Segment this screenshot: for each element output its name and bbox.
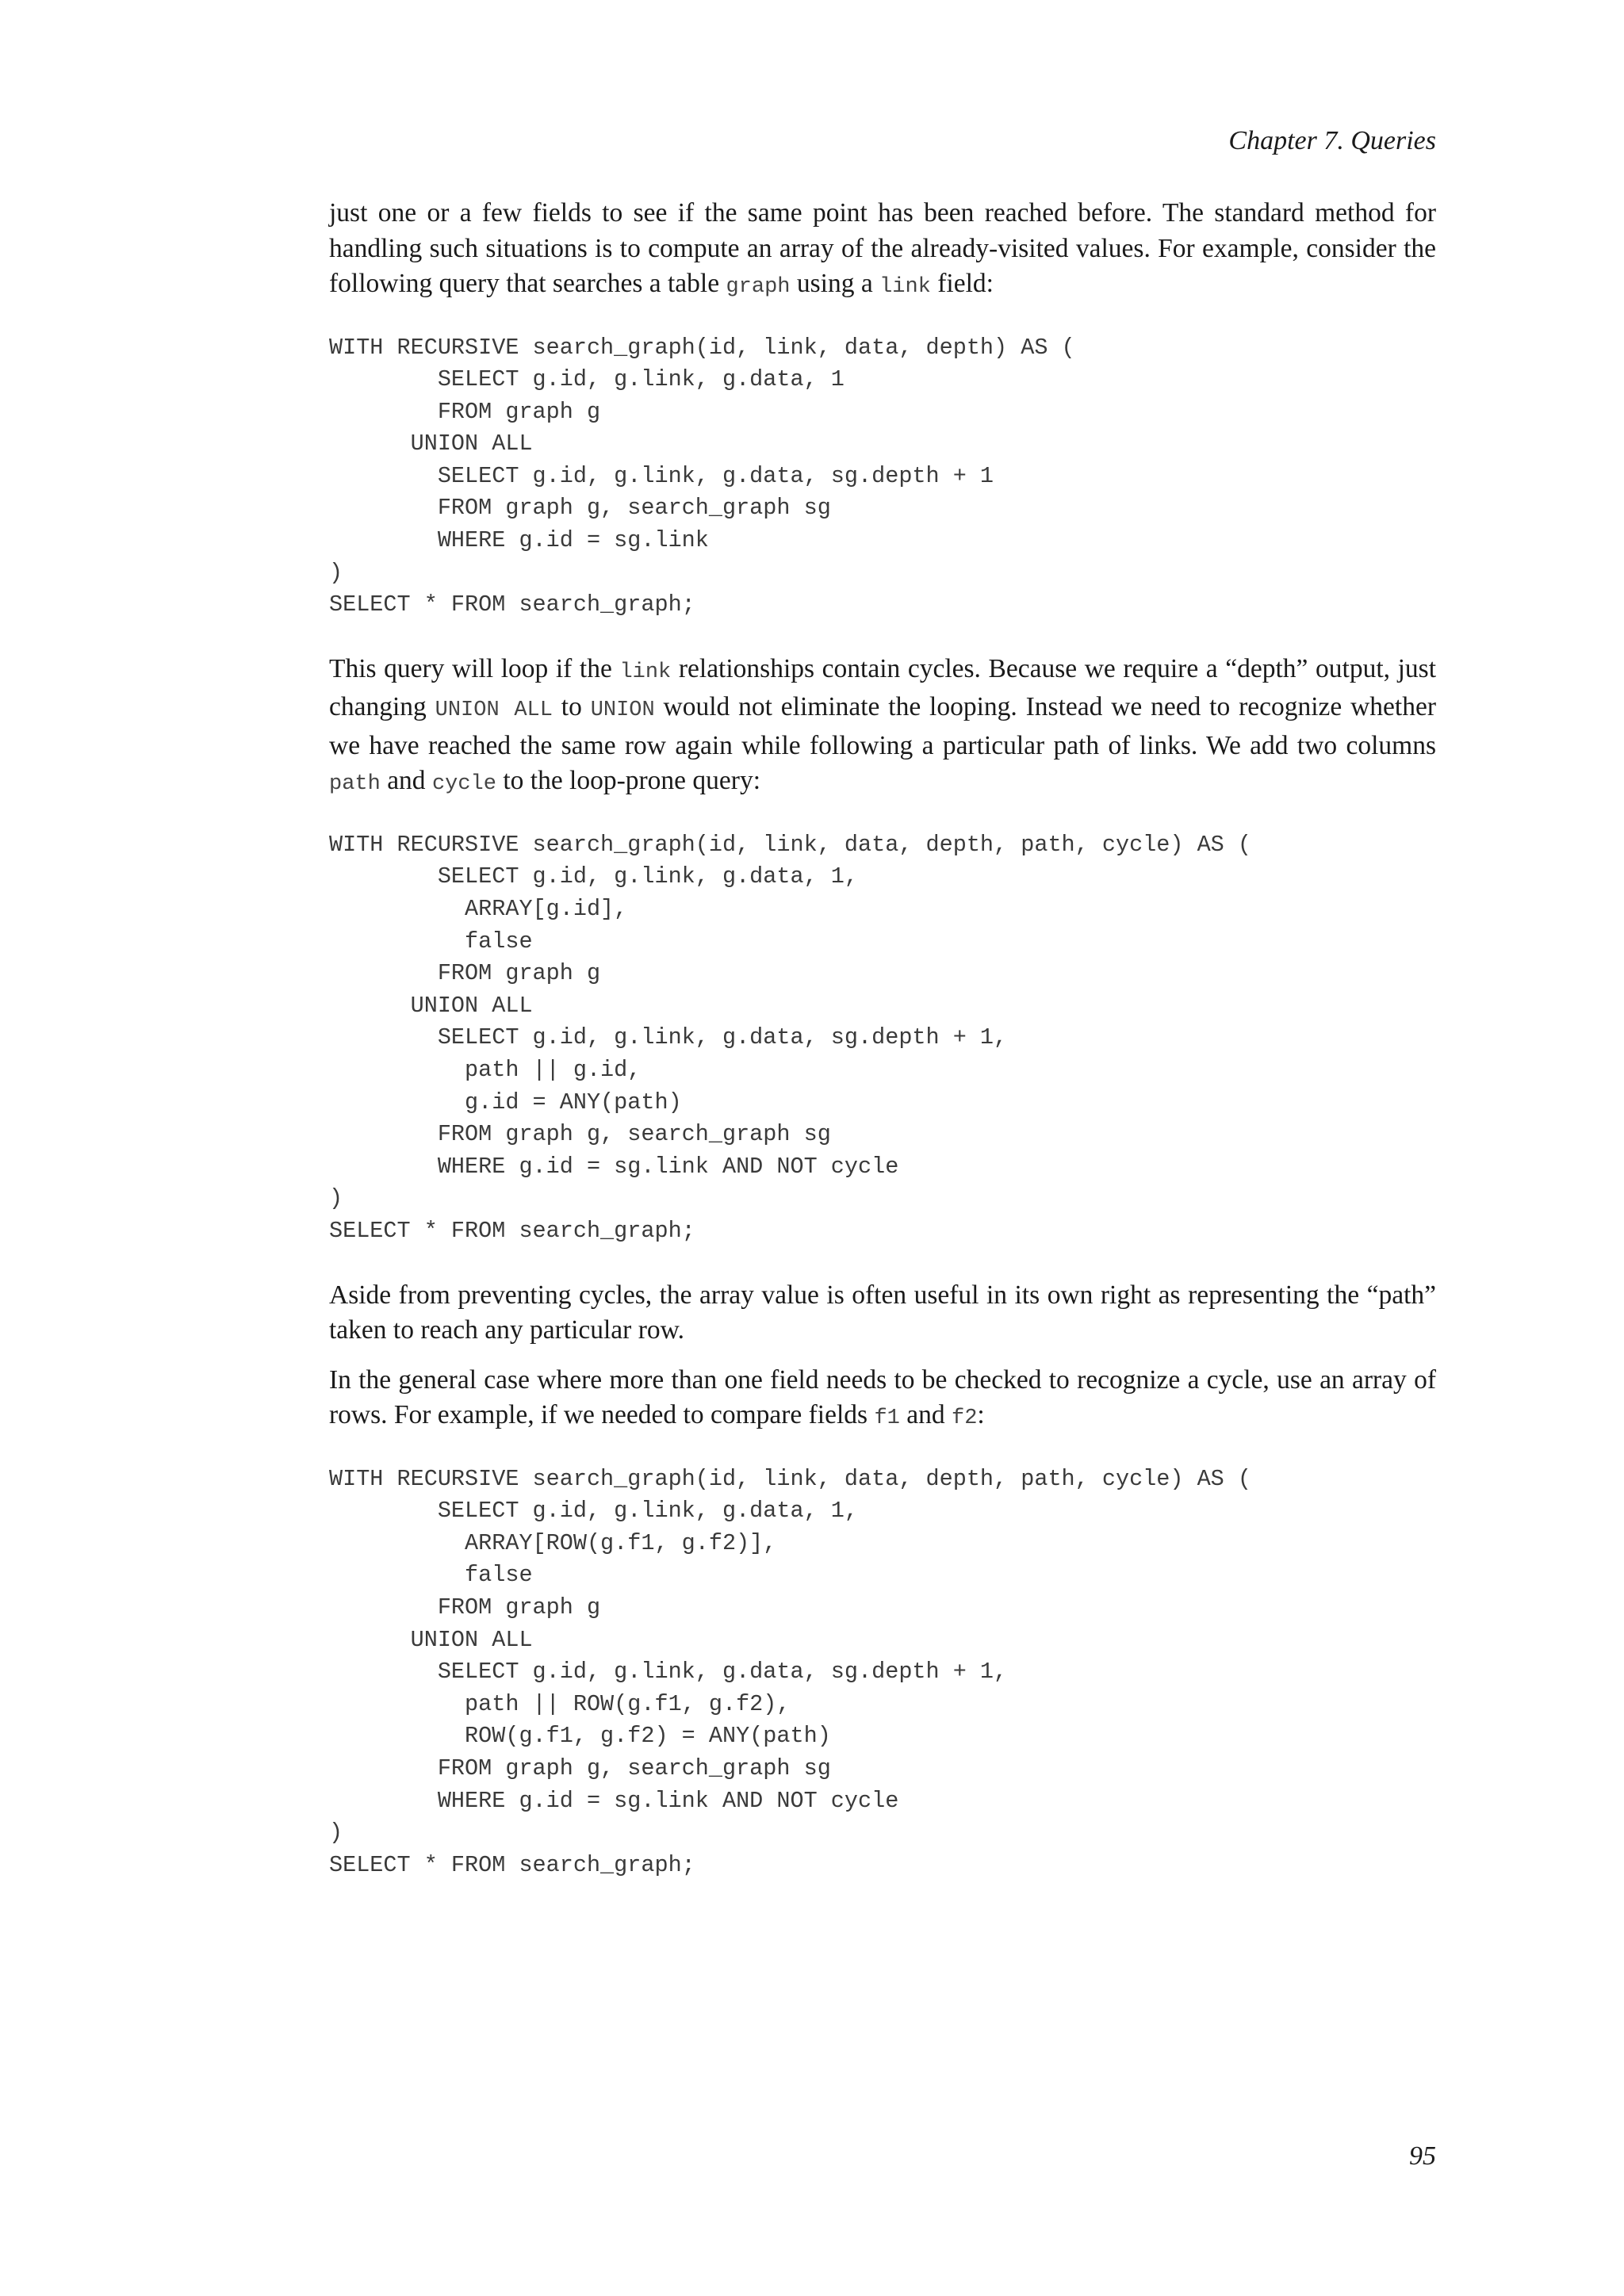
document-page [329,0,1436,2296]
paragraph-intro [329,196,1436,305]
paragraph-text: field: [930,269,994,298]
paragraph-text: to the loop-prone query: [496,766,761,796]
paragraph-text: This query will loop if the [329,653,620,683]
inline-code-f1: f1 [874,1406,900,1431]
running-head: Chapter 7. Queries [1228,126,1436,155]
code-block-basic-query: WITH RECURSIVE search_graph(id, link, data, depth) AS ( SELECT g.id, g.link, g.data, 1 FROM graph g UNION ALL SELECT g.id, g.link, g.data, sg.depth + 1 FROM graph g, search_graph sg WHERE g.id = sg.link ) SELECT * FROM search_graph; [329,334,1075,618]
paragraph-text: would not eliminate the looping. Instead we need to recognize whether we have reached the same row again while following a particular path of links. We add two columns [329,692,1437,760]
paragraph-text: : [977,1400,985,1430]
inline-code-f2: f2 [952,1406,978,1431]
paragraph-text: relationships contain cycles. Because we require a “depth” output, just changing [329,653,1436,722]
page-content [329,196,1436,1911]
paragraph-loop-explanation [329,652,1436,802]
paragraph-text: and [899,1400,952,1430]
inline-code-cycle: cycle [431,772,496,797]
paragraph-text: using a [790,269,880,298]
paragraph-text: In the general case where more than one field needs to be checked to recognize a cycle, use an array of rows. For example, if we needed to compare fields [329,1364,1436,1430]
page-number: 95 [1409,2141,1436,2171]
inline-code-link: link [619,660,672,684]
paragraph-text: and [380,766,432,796]
paragraph-text: just one or a few fields to see if the same point has been reached before. The standard method for handling such situations is to compute an array of the already-visited values. For example, consider the following query that searches a table [329,198,1436,298]
inline-code-union-all: UNION ALL [435,698,553,723]
paragraph-text: Aside from preventing cycles, the array value is often useful in its own right as representing the “path” taken to reach any particular row. [329,1280,1436,1345]
inline-code-path: path [329,772,381,797]
inline-code-union: UNION [590,698,655,723]
code-block-row-array: WITH RECURSIVE search_graph(id, link, data, depth, path, cycle) AS ( SELECT g.id, g.link, g.data, 1, ARRAY[ROW(g.f1, g.f2)], false FROM graph g UNION ALL SELECT g.id, g.link, g.data, sg.depth + 1, path || ROW(g.f1, g.f2), ROW(g.f1, g.f2) = ANY(path) FROM graph g, search_graph sg WHERE g.id = sg.link AND NOT cycle ) SELECT * FROM search_graph; [329,1465,1251,1878]
paragraph-general-case [329,1363,1436,1437]
inline-code-link: link [879,275,931,299]
code-block-cycle-detection: WITH RECURSIVE search_graph(id, link, data, depth, path, cycle) AS ( SELECT g.id, g.link, g.data, 1, ARRAY[g.id], false FROM graph g UNION ALL SELECT g.id, g.link, g.data, sg.depth + 1, path || g.id, g.id = ANY(path) FROM graph g, search_graph sg WHERE g.id = sg.link AND NOT cycle ) SELECT * FROM search_graph; [329,831,1251,1244]
paragraph-path-note [329,1278,1436,1349]
paragraph-text: to [552,692,591,722]
inline-code-graph: graph [726,275,791,299]
